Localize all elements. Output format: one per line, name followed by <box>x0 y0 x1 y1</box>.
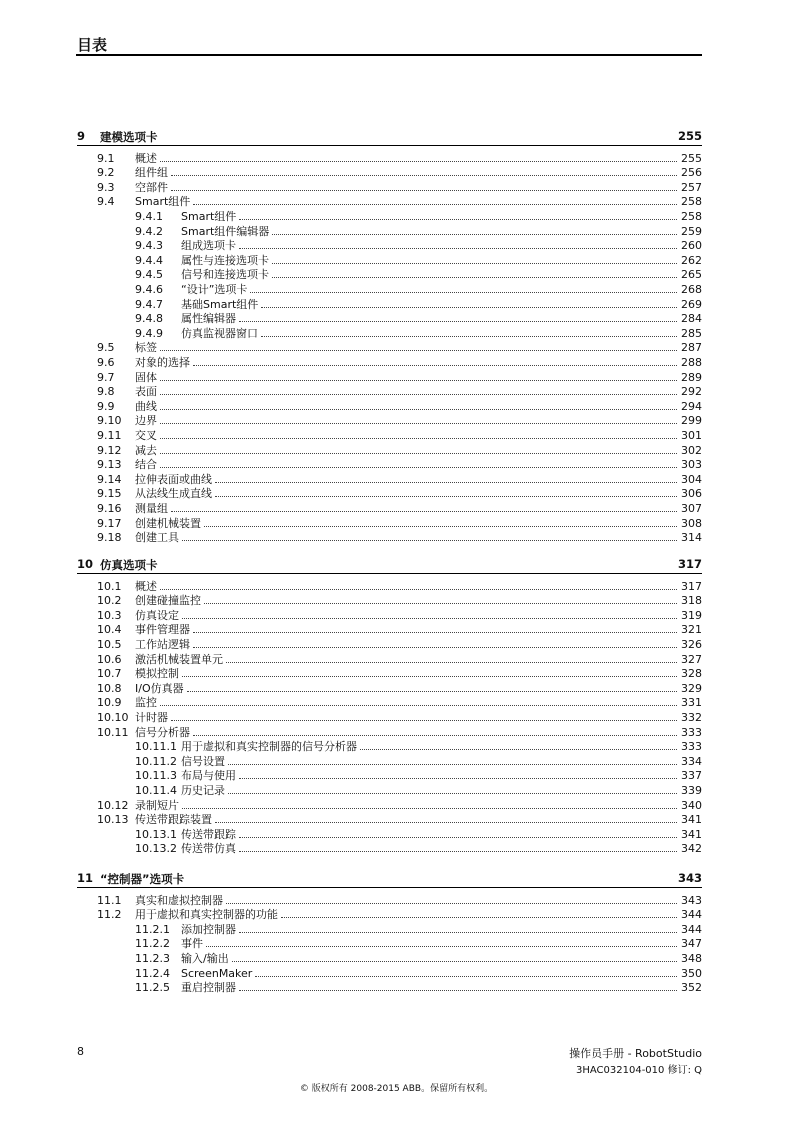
entry-title: 空部件 <box>135 180 168 194</box>
dot-leader <box>160 705 677 706</box>
entry-number: 10.1 <box>97 579 122 593</box>
dot-leader <box>182 540 677 541</box>
entry-number: 11.1 <box>97 893 122 907</box>
dot-leader <box>261 307 677 308</box>
entry-page: 257 <box>681 180 702 194</box>
entry-number: 10.4 <box>97 623 122 637</box>
entry-number: 9.5 <box>97 341 115 355</box>
dot-leader <box>182 808 677 809</box>
entry-number: 9.4.5 <box>135 268 163 282</box>
entry-title: Smart组件 <box>135 195 191 209</box>
entry-number: 11.2 <box>97 908 122 922</box>
entry-title: “设计”选项卡 <box>181 282 248 296</box>
entry-number: 9.4.2 <box>135 224 163 238</box>
dot-leader <box>160 380 677 381</box>
entry-title: I/O仿真器 <box>135 681 184 695</box>
toc-entry[interactable] <box>97 593 702 608</box>
entry-title: 信号分析器 <box>135 725 190 739</box>
entry-page: 292 <box>681 385 702 399</box>
entry-number: 9.4.3 <box>135 239 163 253</box>
toc-entry[interactable] <box>97 340 702 355</box>
chapter-number: 9 <box>77 129 86 143</box>
entry-page: 344 <box>681 908 702 922</box>
dot-leader <box>272 234 677 235</box>
dot-leader <box>204 526 677 527</box>
dot-leader <box>228 764 677 765</box>
dot-leader <box>193 735 677 736</box>
footer-document-id: 3HAC032104-010 修订: Q <box>576 1065 702 1076</box>
dot-leader <box>215 482 677 483</box>
chapter-number: 10 <box>77 557 94 571</box>
entry-page: 344 <box>681 922 702 936</box>
dot-leader <box>160 438 677 439</box>
entry-title: ScreenMaker <box>181 966 253 980</box>
toc-entry[interactable] <box>97 457 702 472</box>
entry-number: 9.7 <box>97 370 115 384</box>
entry-page: 284 <box>681 312 702 326</box>
entry-number: 11.2.5 <box>135 981 170 995</box>
entry-number: 10.3 <box>97 608 122 622</box>
entry-number: 11.2.3 <box>135 951 170 965</box>
dot-leader <box>226 903 677 904</box>
entry-title: 工作站逻辑 <box>135 637 190 651</box>
dot-leader <box>232 961 677 962</box>
entry-title: 组件组 <box>135 166 168 180</box>
entry-page: 302 <box>681 443 702 457</box>
dot-leader <box>206 946 677 947</box>
toc-entry[interactable] <box>135 252 702 267</box>
entry-title: 创建工具 <box>135 531 179 545</box>
dot-leader <box>272 277 677 278</box>
entry-number: 9.4.6 <box>135 282 163 296</box>
entry-page: 289 <box>681 370 702 384</box>
toc-entry[interactable] <box>135 238 702 253</box>
entry-number: 10.6 <box>97 652 122 666</box>
toc-entry[interactable] <box>97 666 702 681</box>
entry-page: 294 <box>681 399 702 413</box>
dot-leader <box>239 321 677 322</box>
chapter-page: 317 <box>677 557 702 571</box>
toc-entry[interactable] <box>97 413 702 428</box>
chapter-rule <box>77 145 702 146</box>
entry-title: 信号和连接选项卡 <box>181 268 269 282</box>
entry-number: 10.13.2 <box>135 842 177 856</box>
toc-entry[interactable] <box>135 782 702 797</box>
entry-title: 创建机械装置 <box>135 516 201 530</box>
dot-leader <box>215 496 677 497</box>
entry-title: 用于虚拟和真实控制器的信号分析器 <box>181 740 357 754</box>
entry-page: 352 <box>681 981 702 995</box>
dot-leader <box>226 662 677 663</box>
dot-leader <box>160 161 677 162</box>
toc-entry[interactable] <box>97 471 702 486</box>
entry-number: 10.10 <box>97 710 129 724</box>
entry-number: 10.5 <box>97 637 122 651</box>
dot-leader <box>228 793 677 794</box>
toc-entry[interactable] <box>135 208 702 223</box>
entry-number: 9.12 <box>97 443 122 457</box>
entry-title: 添加控制器 <box>181 922 236 936</box>
entry-page: 265 <box>681 268 702 282</box>
toc-entry[interactable] <box>97 515 702 530</box>
toc-entry[interactable] <box>97 179 702 194</box>
toc-entry[interactable] <box>97 150 702 165</box>
dot-leader <box>160 423 677 424</box>
entry-title: 仿真设定 <box>135 608 179 622</box>
chapter-title: 建模选项卡 <box>100 130 158 144</box>
entry-page: 318 <box>681 594 702 608</box>
entry-page: 343 <box>681 893 702 907</box>
entry-number: 10.12 <box>97 798 129 812</box>
chapter-heading[interactable] <box>77 557 702 573</box>
entry-title: 交叉 <box>135 428 157 442</box>
entry-page: 321 <box>681 623 702 637</box>
entry-number: 9.13 <box>97 458 122 472</box>
toc-entry[interactable] <box>97 622 702 637</box>
page-title: 目表 <box>77 36 108 54</box>
entry-title: 对象的选择 <box>135 355 190 369</box>
entry-title: 真实和虚拟控制器 <box>135 893 223 907</box>
toc-entry[interactable] <box>97 354 702 369</box>
entry-page: 269 <box>681 297 702 311</box>
entry-title: 结合 <box>135 458 157 472</box>
dot-leader <box>239 932 677 933</box>
entry-page: 285 <box>681 326 702 340</box>
entry-page: 317 <box>681 579 702 593</box>
toc-entry[interactable] <box>135 311 702 326</box>
entry-page: 307 <box>681 501 702 515</box>
entry-page: 258 <box>681 195 702 209</box>
entry-page: 299 <box>681 414 702 428</box>
entry-page: 303 <box>681 458 702 472</box>
entry-page: 328 <box>681 667 702 681</box>
dot-leader <box>239 219 677 220</box>
entry-title: 属性编辑器 <box>181 312 236 326</box>
entry-page: 319 <box>681 608 702 622</box>
entry-number: 10.13 <box>97 813 129 827</box>
toc-entry[interactable] <box>97 651 702 666</box>
entry-number: 9.4.8 <box>135 312 163 326</box>
toc-entry[interactable] <box>135 768 702 783</box>
entry-number: 10.9 <box>97 696 122 710</box>
entry-page: 301 <box>681 428 702 442</box>
dot-leader <box>239 851 677 852</box>
entry-title: 概述 <box>135 579 157 593</box>
toc-entry[interactable] <box>135 267 702 282</box>
entry-number: 10.11 <box>97 725 129 739</box>
chapter-title: 仿真选项卡 <box>100 558 158 572</box>
entry-number: 9.11 <box>97 428 122 442</box>
dot-leader <box>360 749 677 750</box>
entry-page: 256 <box>681 166 702 180</box>
dot-leader <box>160 453 677 454</box>
entry-page: 342 <box>681 842 702 856</box>
footer-page-number: 8 <box>77 1045 84 1058</box>
entry-number: 9.8 <box>97 385 115 399</box>
entry-number: 10.11.3 <box>135 769 177 783</box>
entry-title: 仿真监视器窗口 <box>181 326 258 340</box>
dot-leader <box>193 365 677 366</box>
entry-title: 模拟控制 <box>135 667 179 681</box>
toc-entry[interactable] <box>135 965 702 980</box>
entry-number: 9.4.4 <box>135 253 163 267</box>
entry-number: 9.3 <box>97 180 115 194</box>
dot-leader <box>160 589 677 590</box>
dot-leader <box>239 837 677 838</box>
entry-title: 组成选项卡 <box>181 239 236 253</box>
dot-leader <box>204 603 677 604</box>
dot-leader <box>171 175 677 176</box>
entry-number: 9.14 <box>97 472 122 486</box>
entry-page: 329 <box>681 681 702 695</box>
toc-entry[interactable] <box>135 980 702 995</box>
entry-number: 9.2 <box>97 166 115 180</box>
entry-title: 计时器 <box>135 710 168 724</box>
entry-number: 11.2.2 <box>135 937 170 951</box>
toc-entry[interactable] <box>97 812 702 827</box>
toc-entry[interactable] <box>135 296 702 311</box>
entry-page: 258 <box>681 209 702 223</box>
toc-entry[interactable] <box>97 695 702 710</box>
dot-leader <box>171 720 677 721</box>
entry-title: 输入/输出 <box>181 951 229 965</box>
entry-page: 326 <box>681 637 702 651</box>
dot-leader <box>272 263 677 264</box>
toc-entry[interactable] <box>135 936 702 951</box>
toc-entry[interactable] <box>135 325 702 340</box>
entry-page: 268 <box>681 282 702 296</box>
toc-entry[interactable] <box>97 500 702 515</box>
entry-page: 339 <box>681 783 702 797</box>
entry-number: 9.17 <box>97 516 122 530</box>
entry-number: 9.9 <box>97 399 115 413</box>
toc-entry[interactable] <box>97 907 702 922</box>
entry-number: 9.4.9 <box>135 326 163 340</box>
entry-title: 传送带仿真 <box>181 842 236 856</box>
toc-entry[interactable] <box>135 921 702 936</box>
entry-title: 历史记录 <box>181 783 225 797</box>
entry-number: 9.10 <box>97 414 122 428</box>
entry-title: 事件 <box>181 937 203 951</box>
footer-manual-title: 操作员手册 - RobotStudio <box>569 1047 702 1060</box>
entry-title: 曲线 <box>135 399 157 413</box>
toc-entry[interactable] <box>135 739 702 754</box>
entry-number: 10.7 <box>97 667 122 681</box>
entry-title: 监控 <box>135 696 157 710</box>
entry-title: 传送带跟踪装置 <box>135 813 212 827</box>
dot-leader <box>239 248 677 249</box>
entry-number: 9.4.7 <box>135 297 163 311</box>
entry-title: 用于虚拟和真实控制器的功能 <box>135 908 278 922</box>
entry-title: 重启控制器 <box>181 981 236 995</box>
entry-number: 9.4.1 <box>135 209 163 223</box>
toc-entry[interactable] <box>135 753 702 768</box>
chapter-rule <box>77 573 702 574</box>
chapter-page: 343 <box>677 871 702 885</box>
entry-page: 333 <box>681 740 702 754</box>
entry-page: 331 <box>681 696 702 710</box>
entry-title: 表面 <box>135 385 157 399</box>
toc-entry[interactable] <box>97 194 702 209</box>
entry-title: 信号设置 <box>181 754 225 768</box>
entry-page: 259 <box>681 224 702 238</box>
entry-title: 基础Smart组件 <box>181 297 259 311</box>
entry-number: 10.11.1 <box>135 740 177 754</box>
entry-page: 350 <box>681 966 702 980</box>
toc-entry[interactable] <box>97 384 702 399</box>
entry-page: 287 <box>681 341 702 355</box>
chapter-heading[interactable] <box>77 129 702 145</box>
entry-title: Smart组件编辑器 <box>181 224 270 238</box>
entry-title: 测量组 <box>135 501 168 515</box>
toc-entry[interactable] <box>97 578 702 593</box>
dot-leader <box>193 204 677 205</box>
entry-number: 10.2 <box>97 594 122 608</box>
entry-title: 布局与使用 <box>181 769 236 783</box>
entry-title: 固体 <box>135 370 157 384</box>
toc-entry[interactable] <box>97 369 702 384</box>
dot-leader <box>187 691 677 692</box>
toc-entry[interactable] <box>135 841 702 856</box>
toc-entry[interactable] <box>97 636 702 651</box>
toc-entry[interactable] <box>97 442 702 457</box>
entry-number: 10.11.4 <box>135 783 177 797</box>
toc-entry[interactable] <box>97 398 702 413</box>
entry-number: 10.8 <box>97 681 122 695</box>
header-rule <box>76 54 702 56</box>
entry-page: 260 <box>681 239 702 253</box>
toc-entry[interactable] <box>97 797 702 812</box>
dot-leader <box>171 511 677 512</box>
dot-leader <box>160 467 677 468</box>
dot-leader <box>255 976 677 977</box>
entry-page: 314 <box>681 531 702 545</box>
toc-entry[interactable] <box>135 281 702 296</box>
chapter-heading[interactable] <box>77 871 702 887</box>
entry-page: 333 <box>681 725 702 739</box>
entry-title: 事件管理器 <box>135 623 190 637</box>
entry-number: 9.1 <box>97 151 115 165</box>
entry-number: 9.15 <box>97 487 122 501</box>
dot-leader <box>281 917 677 918</box>
toc-entry[interactable] <box>97 427 702 442</box>
entry-page: 337 <box>681 769 702 783</box>
toc-entry[interactable] <box>97 607 702 622</box>
chapter-page: 255 <box>677 129 702 143</box>
toc-entry[interactable] <box>97 530 702 545</box>
entry-page: 327 <box>681 652 702 666</box>
toc-entry[interactable] <box>97 709 702 724</box>
entry-title: 激活机械装置单元 <box>135 652 223 666</box>
entry-number: 10.11.2 <box>135 754 177 768</box>
dot-leader <box>171 190 677 191</box>
dot-leader <box>215 822 677 823</box>
entry-page: 255 <box>681 151 702 165</box>
toc-entry[interactable] <box>135 826 702 841</box>
entry-title: 录制短片 <box>135 798 179 812</box>
entry-title: 概述 <box>135 151 157 165</box>
entry-page: 340 <box>681 798 702 812</box>
entry-page: 347 <box>681 937 702 951</box>
footer-copyright: © 版权所有 2008-2015 ABB。保留所有权利。 <box>299 1084 494 1094</box>
entry-title: 属性与连接选项卡 <box>181 253 269 267</box>
toc-entry[interactable] <box>135 950 702 965</box>
entry-page: 288 <box>681 355 702 369</box>
dot-leader <box>182 676 677 677</box>
toc-entry[interactable] <box>135 223 702 238</box>
dot-leader <box>160 409 677 410</box>
entry-number: 9.18 <box>97 531 122 545</box>
entry-page: 348 <box>681 951 702 965</box>
dot-leader <box>160 350 677 351</box>
dot-leader <box>239 990 677 991</box>
entry-title: Smart组件 <box>181 209 237 223</box>
entry-title: 创建碰撞监控 <box>135 594 201 608</box>
entry-title: 标签 <box>135 341 157 355</box>
entry-number: 11.2.1 <box>135 922 170 936</box>
entry-title: 传送带跟踪 <box>181 827 236 841</box>
dot-leader <box>193 647 677 648</box>
entry-number: 11.2.4 <box>135 966 170 980</box>
dot-leader <box>182 618 677 619</box>
toc-entry[interactable] <box>97 165 702 180</box>
toc-entry[interactable] <box>97 486 702 501</box>
entry-title: 从法线生成直线 <box>135 487 212 501</box>
entry-number: 9.4 <box>97 195 115 209</box>
entry-title: 边界 <box>135 414 157 428</box>
chapter-title: “控制器”选项卡 <box>100 872 185 886</box>
entry-number: 9.6 <box>97 355 115 369</box>
toc-entry[interactable] <box>97 724 702 739</box>
entry-page: 308 <box>681 516 702 530</box>
entry-page: 341 <box>681 813 702 827</box>
toc-entry[interactable] <box>97 892 702 907</box>
dot-leader <box>250 292 677 293</box>
dot-leader <box>261 336 677 337</box>
entry-page: 341 <box>681 827 702 841</box>
entry-page: 262 <box>681 253 702 267</box>
entry-title: 减去 <box>135 443 157 457</box>
chapter-number: 11 <box>77 871 94 885</box>
entry-title: 拉伸表面或曲线 <box>135 472 212 486</box>
dot-leader <box>193 632 677 633</box>
chapter-rule <box>77 887 702 888</box>
dot-leader <box>160 394 677 395</box>
entry-page: 304 <box>681 472 702 486</box>
entry-page: 306 <box>681 487 702 501</box>
dot-leader <box>239 778 677 779</box>
entry-page: 332 <box>681 710 702 724</box>
entry-page: 334 <box>681 754 702 768</box>
entry-number: 9.16 <box>97 501 122 515</box>
toc-entry[interactable] <box>97 680 702 695</box>
entry-number: 10.13.1 <box>135 827 177 841</box>
